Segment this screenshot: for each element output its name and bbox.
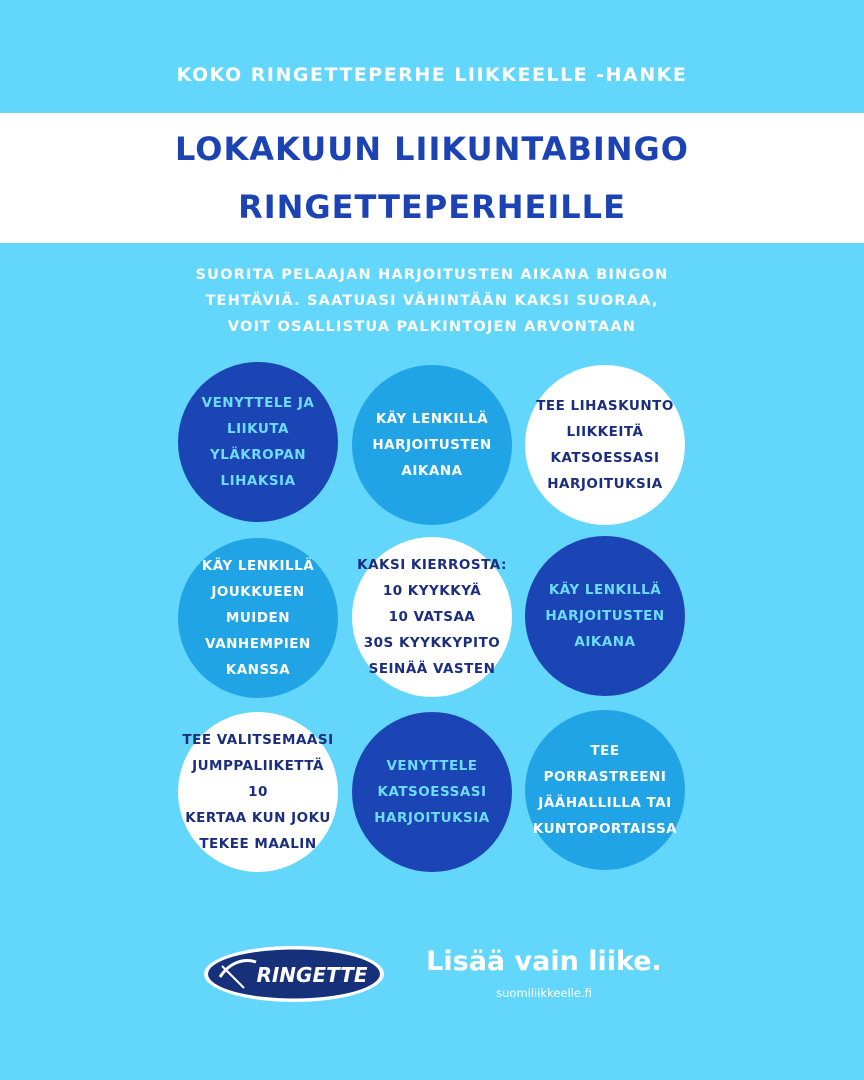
bingo-grid: [178, 362, 686, 872]
bingo-cell-line: KUNTOPORTAISSA: [532, 821, 678, 837]
page-title-line-2: RINGETTEPERHEILLE: [238, 188, 626, 226]
bingo-cell-line: TEE: [590, 743, 620, 759]
bingo-cell-line: VANHEMPIEN: [205, 636, 311, 652]
bingo-cell-2: [352, 365, 512, 525]
bingo-cell-line: JÄÄHALLILLA TAI: [538, 795, 672, 811]
bingo-cell-line: HARJOITUSTEN: [372, 437, 492, 453]
bingo-cell-line: KANSSA: [225, 662, 291, 678]
bingo-cell-line: 10 KYYKKYÄ: [382, 583, 482, 599]
tagline: Lisää vain liike.: [426, 946, 662, 977]
logo-wordmark: RINGETTE: [256, 963, 368, 987]
bingo-cell-line: VENYTTELE: [386, 758, 478, 774]
bingo-cell-line: 10 VATSAA: [388, 609, 476, 625]
ringette-logo: [202, 944, 386, 1004]
bingo-cell-8: [352, 712, 512, 872]
bingo-cell-line: TEE LIHASKUNTO: [536, 398, 674, 414]
bingo-cell-line: KÄY LENKILLÄ: [548, 582, 662, 598]
intro-line-2: TEHTÄVIÄ. SAATUASI VÄHINTÄÄN KAKSI SUORAA,: [205, 293, 659, 309]
bingo-cell-line: TEE VALITSEMAASI: [182, 732, 334, 748]
bingo-cell-1: [178, 362, 338, 522]
bingo-cell-line: KATSOESSASI: [550, 450, 660, 466]
bingo-cell-4: [178, 538, 338, 698]
bingo-cell-line: LIIKKEITÄ: [566, 424, 644, 440]
bingo-cell-line: JOUKKUEEN: [211, 584, 305, 600]
bingo-cell-3: [525, 365, 685, 525]
bingo-cell-line: KAKSI KIERROSTA:: [357, 557, 507, 573]
bingo-cell-line: HARJOITUKSIA: [547, 476, 663, 492]
bingo-cell-line: 30S KYYKKYPITO: [363, 635, 501, 651]
bingo-cell-line: HARJOITUKSIA: [374, 810, 490, 826]
title-band: [0, 113, 864, 243]
bingo-cell-6: [525, 536, 685, 696]
bingo-cell-line: AIKANA: [401, 463, 463, 479]
page-title-line-1: LOKAKUUN LIIKUNTABINGO: [175, 130, 689, 168]
intro-text: [140, 262, 724, 340]
bingo-cell-line: AIKANA: [574, 634, 636, 650]
bingo-cell-line: KÄY LENKILLÄ: [201, 558, 315, 574]
bingo-cell-7: [178, 712, 338, 872]
bingo-cell-line: TEKEE MAALIN: [199, 836, 317, 852]
bingo-cell-line: VENYTTELE JA: [201, 395, 315, 411]
bingo-cell-9: [525, 710, 685, 870]
bingo-cell-5: [352, 537, 512, 697]
site-url: suomiliikkeelle.fi: [496, 986, 592, 1000]
bingo-cell-line: LIHAKSIA: [220, 473, 296, 489]
bingo-cell-line: HARJOITUSTEN: [545, 608, 665, 624]
bingo-cell-line: PORRASTREENI: [543, 769, 667, 785]
intro-line-3: VOIT OSALLISTUA PALKINTOJEN ARVONTAAN: [227, 319, 637, 335]
bingo-cell-line: KERTAA KUN JOKU: [185, 810, 331, 826]
bingo-cell-line: LIIKUTA YLÄKROPAN: [209, 421, 307, 463]
intro-line-1: SUORITA PELAAJAN HARJOITUSTEN AIKANA BINGON: [195, 267, 669, 283]
bingo-cell-line: SEINÄÄ VASTEN: [368, 661, 496, 677]
bingo-cell-line: KATSOESSASI: [377, 784, 487, 800]
bingo-cell-line: MUIDEN: [225, 610, 291, 626]
bingo-cell-line: KÄY LENKILLÄ: [375, 411, 489, 427]
project-kicker: KOKO RINGETTEPERHE LIIKKEELLE -HANKE: [176, 64, 688, 86]
bingo-cell-line: JUMPPALIIKETTÄ 10: [192, 758, 324, 800]
